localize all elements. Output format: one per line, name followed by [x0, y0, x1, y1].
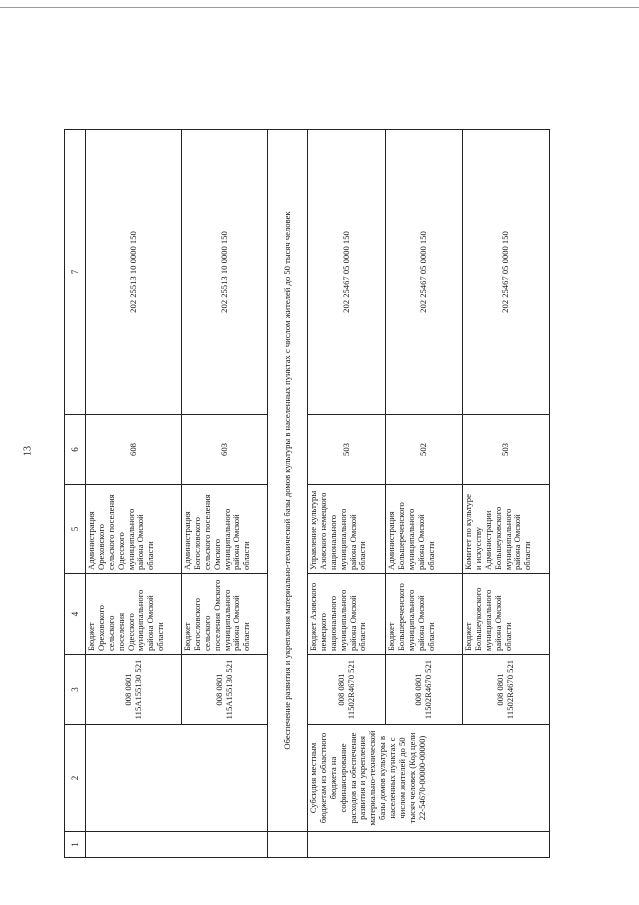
code-cell: 008 0801 11502R4670 521 — [463, 655, 550, 725]
admin-code-cell: 503 — [463, 415, 550, 485]
header-cell: 2 — [65, 725, 86, 832]
admin-cell: Администрация Большереченского муниципального района Омской области — [386, 485, 463, 574]
admin-cell: Управление культуры Азовского немецкого национального муниципального района Омской области — [308, 485, 386, 574]
section-row — [268, 130, 308, 858]
admin-cell: Администрация Ореховского сельского поселения Одесского муниципального района Омской области — [86, 485, 182, 574]
section-title: Обеспечение развития и укрепления материально-технической базы домов культуры в населенных пунктах с числом жителей до 50 тысяч человек — [268, 130, 308, 832]
admin-code-cell: 502 — [386, 415, 463, 485]
code-cell: 008 0801 115А155130 521 — [182, 655, 268, 725]
admin-cell: Комитет по культуре и искусству Администрации Большеуковского муниципального района Омской области — [463, 485, 550, 574]
code-cell: 008 0801 11502R4670 521 — [308, 655, 386, 725]
kbk-cell: 202 25467 05 0000 150 — [463, 130, 550, 415]
rotated-table-container — [64, 130, 546, 858]
number-cell — [86, 832, 268, 858]
number-cell — [268, 832, 308, 858]
header-cell: 1 — [65, 832, 86, 858]
code-cell: 008 0801 11502R4670 521 — [386, 655, 463, 725]
kbk-cell: 202 25467 05 0000 150 — [386, 130, 463, 415]
header-cell: 5 — [65, 485, 86, 574]
budget-cell: Бюджет Азовского немецкого национального муниципального района Омской области — [308, 574, 386, 655]
budget-table — [64, 129, 550, 858]
number-cell — [308, 832, 550, 858]
code-cell: 008 0801 115А155130 521 — [86, 655, 182, 725]
header-row — [65, 130, 86, 858]
header-cell: 6 — [65, 415, 86, 485]
subsidy-description: Субсидия местным бюджетам из областного бюджета на софинансирование расходов на обеспечение развития и укрепления материально-технической базы домов культуры в населенных пунктах с числом жителей до 50 тысяч человек (Код цели 22-54670-00000-00000) — [308, 725, 550, 832]
header-cell: 3 — [65, 655, 86, 725]
budget-cell: Бюджет Большеуковского муниципального района Омской области — [463, 574, 550, 655]
kbk-cell: 202 25467 05 0000 150 — [308, 130, 386, 415]
admin-code-cell: 608 — [86, 415, 182, 485]
header-cell: 7 — [65, 130, 86, 415]
table-row — [86, 130, 182, 858]
admin-cell: Администрация Богословского сельского поселения Омского муниципального района Омской области — [182, 485, 268, 574]
budget-cell: Бюджет Большереченского муниципального района Омской области — [386, 574, 463, 655]
kbk-cell: 202 25513 10 0000 150 — [182, 130, 268, 415]
admin-code-cell: 603 — [182, 415, 268, 485]
admin-code-cell: 503 — [308, 415, 386, 485]
budget-cell: Бюджет Богословского сельского поселения Омского муниципального района Омской области — [182, 574, 268, 655]
header-cell: 4 — [65, 574, 86, 655]
top-rule — [0, 7, 639, 8]
page-number: 13 — [22, 446, 34, 456]
purpose-cell — [86, 725, 268, 832]
kbk-cell: 202 25513 10 0000 150 — [86, 130, 182, 415]
table-row — [308, 130, 386, 858]
budget-cell: Бюджет Ореховского сельского поселения Одесского муниципального района Омской области — [86, 574, 182, 655]
